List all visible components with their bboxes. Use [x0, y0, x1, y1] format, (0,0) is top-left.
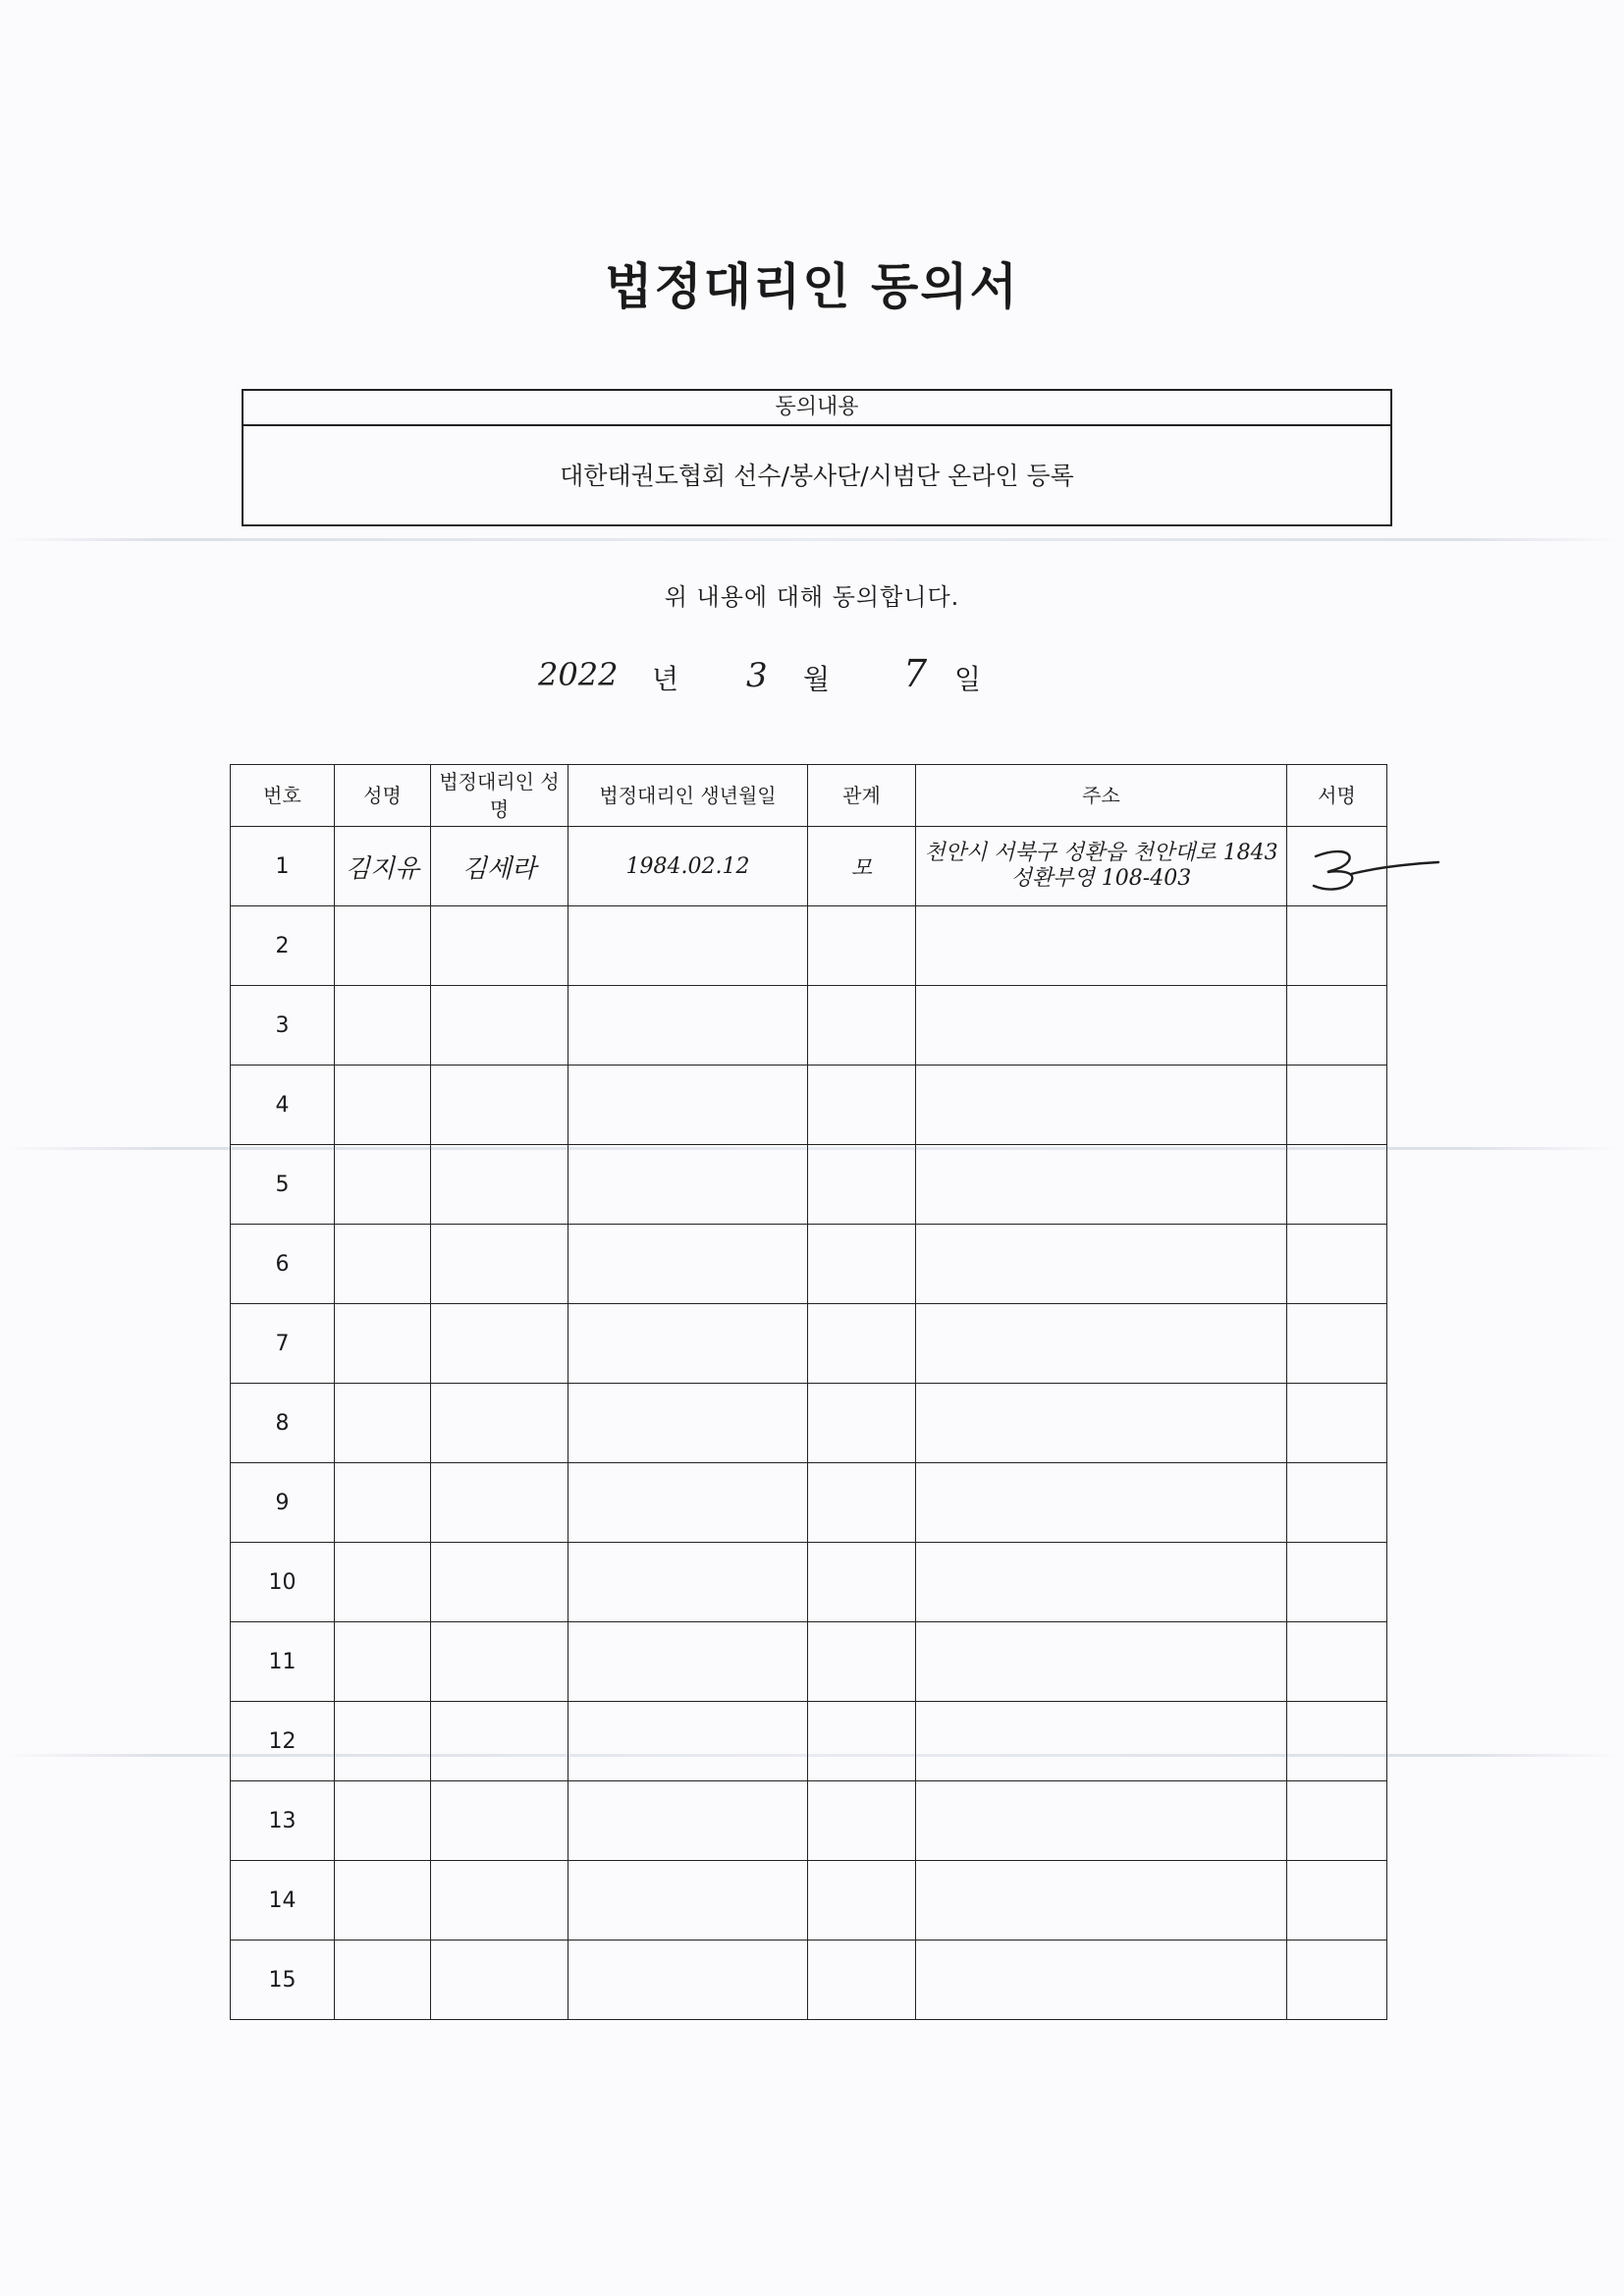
document-title: 법정대리인 동의서: [605, 257, 1019, 315]
row-number: 1: [231, 827, 335, 906]
paper-crease-1: [0, 538, 1624, 541]
row-number: 7: [231, 1304, 335, 1384]
table-row: [231, 1304, 1387, 1384]
row-address-line1: 천안시 서북구 성환읍 천안대로 1843: [924, 841, 1278, 865]
row-number: 11: [231, 1622, 335, 1702]
table-row: [231, 1861, 1387, 1941]
date-year-label: 년: [652, 663, 679, 695]
consent-box: [242, 389, 1392, 526]
header-name: 성명: [335, 765, 431, 827]
header-number: 번호: [231, 765, 335, 827]
row-number: 3: [231, 986, 335, 1066]
table-row: [231, 1463, 1387, 1543]
row-number: 4: [231, 1066, 335, 1145]
consent-header: 동의내용: [244, 391, 1390, 426]
row-relation: 모: [808, 827, 916, 906]
agree-statement: 위 내용에 대해 동의합니다.: [664, 583, 960, 611]
header-guardian-name: 법정대리인 성명: [431, 765, 568, 827]
table-row: [231, 827, 1387, 906]
table-row: [231, 1702, 1387, 1781]
row-number: 15: [231, 1941, 335, 2020]
row-number: 9: [231, 1463, 335, 1543]
row-number: 14: [231, 1861, 335, 1941]
row-address: [916, 827, 1287, 906]
row-number: 8: [231, 1384, 335, 1463]
header-signature: 서명: [1287, 765, 1387, 827]
date-month: 3: [746, 656, 768, 695]
table-row: [231, 906, 1387, 986]
table-row: [231, 1066, 1387, 1145]
table-row: [231, 1543, 1387, 1622]
row-number: 5: [231, 1145, 335, 1225]
row-number: 13: [231, 1781, 335, 1861]
table-row: [231, 1225, 1387, 1304]
date-day-label: 일: [954, 663, 982, 695]
date-year: 2022: [538, 656, 619, 693]
header-address: 주소: [916, 765, 1287, 827]
header-relation: 관계: [808, 765, 916, 827]
row-name: 김지유: [335, 827, 431, 906]
table-row: [231, 1622, 1387, 1702]
handwritten-signature: [1306, 843, 1443, 902]
row-number: 6: [231, 1225, 335, 1304]
date-day: 7: [903, 652, 928, 695]
table-header-row: [231, 765, 1387, 827]
row-number: 2: [231, 906, 335, 986]
row-guardian-name: 김세라: [431, 827, 568, 906]
roster-table: [230, 764, 1387, 2020]
row-number: 12: [231, 1702, 335, 1781]
table-row: [231, 1145, 1387, 1225]
header-guardian-birth: 법정대리인 생년월일: [568, 765, 808, 827]
row-address-line2: 성환부영 108-403: [1010, 866, 1192, 891]
consent-content: 대한태권도협회 선수/봉사단/시범단 온라인 등록: [560, 462, 1074, 490]
table-row: [231, 1781, 1387, 1861]
date-month-label: 월: [803, 663, 831, 695]
table-row: [231, 986, 1387, 1066]
table-row: [231, 1941, 1387, 2020]
table-row: [231, 1384, 1387, 1463]
row-number: 10: [231, 1543, 335, 1622]
row-guardian-birth: 1984.02.12: [568, 827, 808, 906]
